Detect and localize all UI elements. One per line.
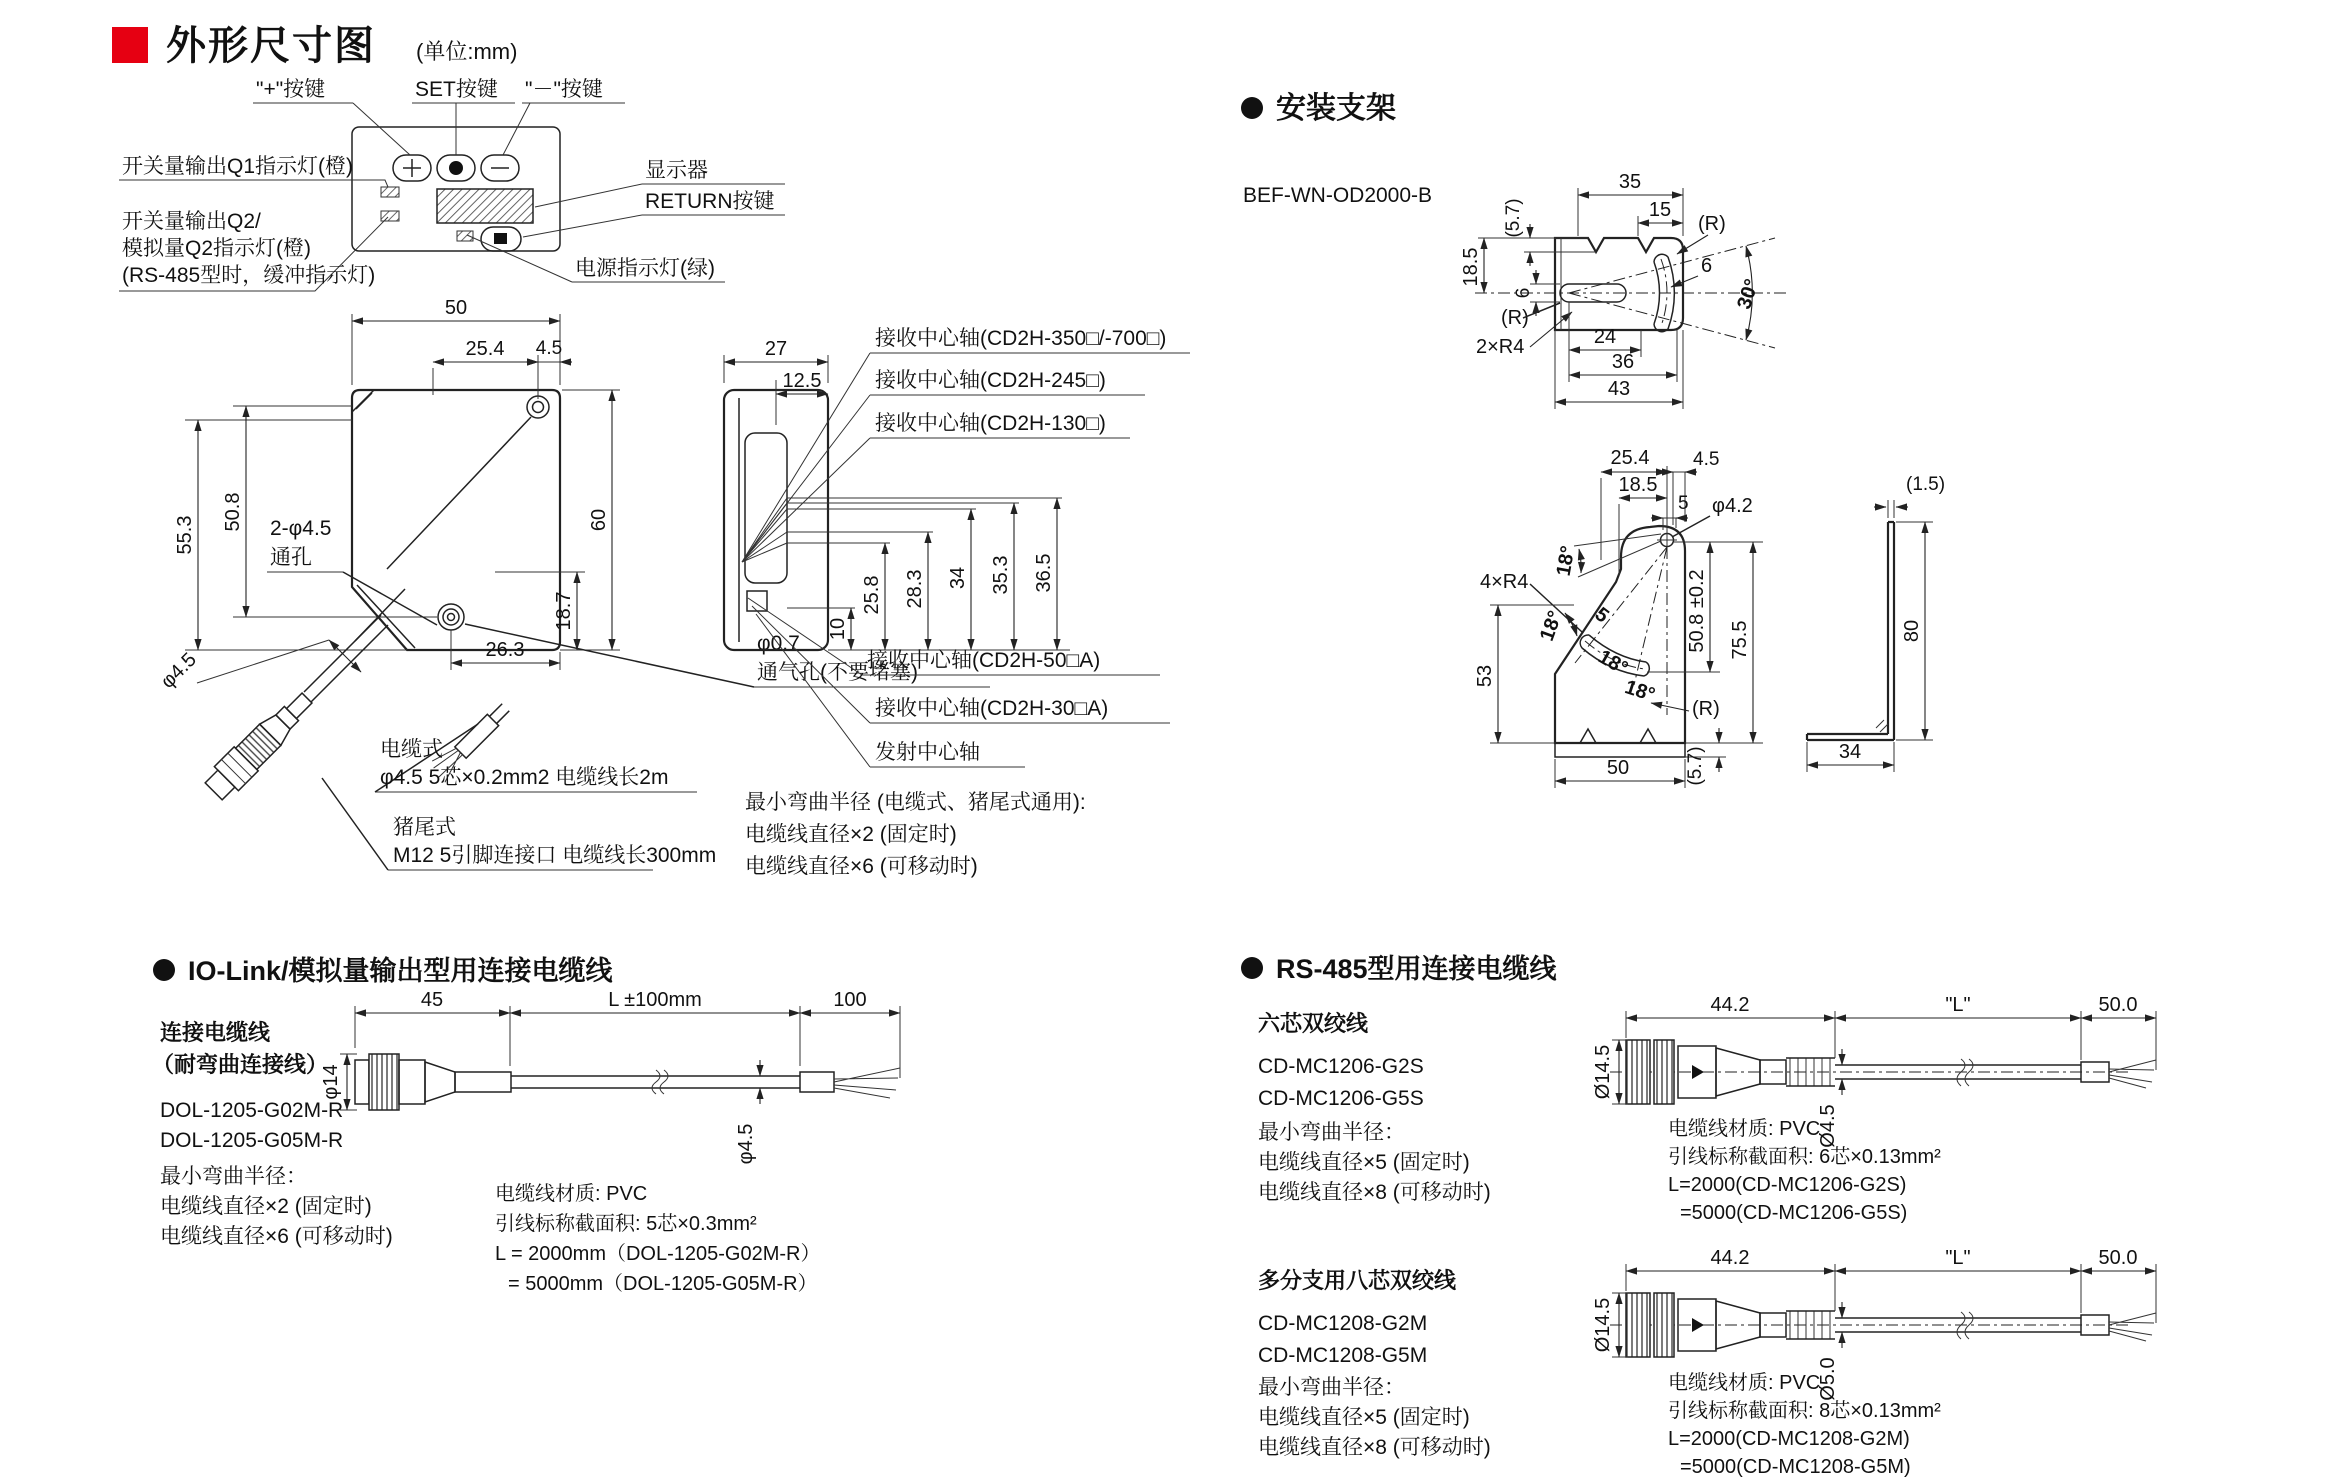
iolink-note-3: L = 2000mm（DOL-1205-G02M-R） [495, 1243, 821, 1265]
dim-b2-5: 5 [1678, 493, 1689, 514]
iolink-section-title: IO-Link/模拟量输出型用连接电缆线 [188, 956, 613, 986]
dim-25-8: 25.8 [861, 575, 883, 615]
axis-label-6: 发射中心轴 [875, 741, 980, 764]
iolink-model-2: DOL-1205-G05M-R [160, 1129, 344, 1152]
dim-b2-4xr4: 4×R4 [1480, 571, 1529, 593]
power-led-icon [457, 231, 473, 241]
dim-front-width: 50 [444, 297, 468, 319]
pigtail-type-label-1: 猪尾式 [393, 816, 456, 839]
display-label: 显示器 [645, 159, 708, 182]
sensor-front-view [352, 390, 560, 650]
connector-ring-icon [1626, 1293, 1650, 1357]
bracket-model: BEF-WN-OD2000-B [1243, 184, 1433, 207]
dim-4-5: 4.5 [535, 338, 563, 359]
dim-10: 10 [827, 617, 849, 641]
dim-b1-24: 24 [1593, 326, 1617, 348]
iolink-bend-1: 最小弯曲半径： [160, 1165, 307, 1188]
axis-label-2: 接收中心轴(CD2H-245□) [875, 369, 1106, 392]
vent-hole-label-1: φ0.7 [757, 632, 800, 655]
display-panel-icon [437, 189, 533, 223]
bullet-icon [1241, 957, 1263, 979]
rs485-g1-note-2: 引线标称截面积: 6芯×0.13mm² [1668, 1146, 1941, 1168]
rs485-section-title: RS-485型用连接电缆线 [1276, 954, 1557, 984]
rs485-g1-model-1: CD-MC1206-G2S [1258, 1055, 1424, 1078]
rs485-6core-block [1258, 994, 2156, 1224]
dim-g2-dia5-0: Ø5.0 [1817, 1357, 1839, 1401]
iolink-notes [495, 1182, 821, 1295]
sensor-face-callouts [119, 78, 785, 291]
rs485-g2-note-4: =5000(CD-MC1208-G5M) [1680, 1456, 1911, 1478]
iolink-model-1: DOL-1205-G02M-R [160, 1099, 344, 1122]
rs485-g2-note-1: 电缆线材质: PVC [1668, 1372, 1821, 1394]
dim-b2-75-5: 75.5 [1729, 620, 1751, 660]
bracket-top-view [1460, 171, 1790, 409]
bracket-front-view [1474, 447, 1763, 788]
dim-lp-34: 34 [1838, 741, 1862, 763]
dim-35-3: 35.3 [990, 555, 1012, 595]
unit-label: (单位:mm) [416, 39, 518, 64]
dim-60: 60 [588, 508, 610, 532]
dim-iolink-dia45: φ4.5 [735, 1123, 757, 1165]
dim-side-width: 27 [764, 338, 788, 360]
dim-b2-50: 50 [1606, 757, 1630, 779]
dim-iolink-L: L ±100mm [608, 989, 702, 1011]
dim-b2-18d: 18° [1622, 676, 1658, 707]
dim-g2-44-2: 44.2 [1710, 1247, 1750, 1269]
rs485-g1-bend-1: 最小弯曲半径： [1258, 1121, 1405, 1144]
dim-b1-6: 6 [1513, 287, 1534, 299]
rs485-g2-model-2: CD-MC1208-G5M [1258, 1344, 1428, 1367]
dim-g1-50: 50.0 [2098, 994, 2138, 1016]
dim-50-8: 50.8 [222, 492, 244, 532]
dim-iolink-dia14: φ14 [320, 1064, 342, 1100]
dim-b2-25-4: 25.4 [1610, 447, 1650, 469]
bend-note-line-1: 最小弯曲半径 (电缆式、猪尾式通用): [745, 791, 1086, 814]
dim-g2-L: "L" [1945, 1247, 1971, 1269]
dim-g2-dia14-5: Ø14.5 [1592, 1297, 1614, 1353]
axis-label-1: 接收中心轴(CD2H-350□/-700□) [875, 327, 1167, 350]
power-led-label: 电源指示灯(绿) [575, 257, 715, 280]
rs485-g2-note-3: L=2000(CD-MC1208-G2M) [1668, 1428, 1910, 1450]
bracket-side-profile [1807, 474, 1945, 772]
rs485-g2-note-2: 引线标称截面积: 8芯×0.13mm² [1668, 1400, 1941, 1422]
mounting-holes-label-2: 通孔 [270, 546, 312, 569]
axis-label-4: 接收中心轴(CD2H-50□A) [867, 649, 1101, 672]
dim-b2-hole: φ4.2 [1712, 495, 1753, 517]
rs485-8core-block [1258, 1247, 2156, 1478]
iolink-bend-2: 电缆线直径×2 (固定时) [160, 1195, 372, 1218]
rs485-g2-bend-2: 电缆线直径×5 (固定时) [1258, 1406, 1470, 1429]
iolink-cable-drawing [140, 930, 1040, 1482]
dim-b2-r: (R) [1692, 698, 1720, 720]
dim-b1-30deg: 30° [1733, 276, 1764, 312]
return-button-label: RETURN按键 [645, 190, 775, 213]
rs485-cable-drawing [1230, 930, 2335, 1482]
iolink-header [153, 955, 613, 986]
axis-label-5: 接收中心轴(CD2H-30□A) [875, 697, 1109, 720]
q1-led-label: 开关量输出Q1指示灯(橙) [122, 155, 353, 178]
dim-g1-dia14-5: Ø14.5 [1592, 1044, 1614, 1100]
dim-b2-4-5: 4.5 [1693, 449, 1720, 470]
page-title: 外形尺寸图 [166, 24, 376, 68]
dim-g1-L: "L" [1945, 994, 1971, 1016]
dim-b2-18b: 18° [1535, 607, 1567, 644]
dim-b1-15: 15 [1648, 199, 1672, 221]
dim-25-4: 25.4 [465, 338, 505, 360]
dim-18-7: 18.7 [553, 591, 575, 631]
iolink-note-2: 引线标称截面积: 5芯×0.3mm² [495, 1213, 757, 1235]
dim-b1-35: 35 [1618, 171, 1642, 193]
rs485-g1-model-2: CD-MC1206-G5S [1258, 1087, 1424, 1110]
iolink-sub-2: （耐弯曲连接线） [152, 1052, 329, 1077]
bend-radius-note [745, 791, 1086, 878]
sensor-cables [157, 615, 717, 870]
bracket-header [1241, 92, 1432, 207]
rs485-g1-bend-2: 电缆线直径×5 (固定时) [1258, 1151, 1470, 1174]
dim-b2-18-5: 18.5 [1618, 474, 1658, 496]
dim-b1-6b: 6 [1701, 255, 1713, 277]
dim-b2-slot5: 5 [1590, 603, 1613, 628]
mounting-holes-label-1: 2-φ4.5 [270, 517, 332, 540]
red-square-icon [112, 27, 148, 63]
plus-button-label: "+"按键 [256, 78, 326, 101]
dim-iolink-100: 100 [833, 989, 867, 1011]
pigtail-type-label-2: M12 5引脚连接口 电缆线长300mm [393, 844, 717, 867]
mounting-bracket-drawing [1230, 60, 2290, 850]
iolink-cable-diagram [320, 989, 900, 1164]
dim-b1-2xr4: 2×R4 [1476, 336, 1525, 358]
minus-button-label: "－"按键 [525, 78, 603, 101]
m12-connector-icon [236, 724, 281, 769]
dim-b2-5-7: (5.7) [1685, 746, 1706, 786]
connector-nut-icon [369, 1054, 399, 1110]
rs485-g1-note-3: L=2000(CD-MC1206-G2S) [1668, 1174, 1907, 1196]
set-button-label: SET按键 [415, 78, 498, 101]
dim-b1-5-7: (5.7) [1503, 198, 1524, 238]
bend-note-line-2: 电缆线直径×2 (固定时) [745, 823, 957, 846]
rs485-header [1241, 953, 1558, 984]
iolink-note-4: = 5000mm（DOL-1205-G05M-R） [508, 1273, 818, 1295]
sensor-dimension-drawing [85, 65, 1190, 895]
sensor-side-dimensions [724, 327, 1190, 767]
iolink-bend-3: 电缆线直径×6 (可移动时) [160, 1225, 393, 1248]
bullet-icon [1241, 97, 1263, 119]
rs485-g2-model-1: CD-MC1208-G2M [1258, 1312, 1428, 1335]
bracket-section-title: 安装支架 [1276, 92, 1396, 125]
dim-b1-r-top: (R) [1698, 213, 1726, 235]
dim-b1-18-5: 18.5 [1460, 247, 1482, 287]
dim-g1-44-2: 44.2 [1710, 994, 1750, 1016]
dim-36-5: 36.5 [1033, 553, 1055, 593]
dim-28-3: 28.3 [904, 569, 926, 609]
bend-note-line-3: 电缆线直径×6 (可移动时) [745, 855, 978, 878]
iolink-note-1: 电缆线材质: PVC [495, 1183, 648, 1205]
q2-led-label-3: (RS-485型时，缓冲指示灯) [122, 264, 376, 287]
dim-55-3: 55.3 [174, 515, 196, 555]
dim-b1-r-left: (R) [1501, 307, 1529, 329]
page-header [112, 14, 517, 71]
dim-lp-80: 80 [1901, 619, 1923, 643]
dim-12-5: 12.5 [782, 370, 822, 392]
dim-lp-1-5: (1.5) [1906, 474, 1946, 495]
rs485-g2-bend-1: 最小弯曲半径： [1258, 1376, 1405, 1399]
dim-iolink-45: 45 [420, 989, 444, 1011]
vent-hole-label-2: 通气孔(不要堵塞) [757, 661, 918, 684]
sensor-front-dimensions [174, 297, 990, 687]
rs485-g1-title: 六芯双绞线 [1258, 1011, 1369, 1036]
cable-diameter-label: φ4.5 [156, 648, 201, 693]
rs485-g2-title: 多分支用八芯双绞线 [1258, 1268, 1457, 1293]
rs485-g2-bend-3: 电缆线直径×8 (可移动时) [1258, 1436, 1491, 1459]
axis-label-3: 接收中心轴(CD2H-130□) [875, 412, 1106, 435]
cable-type-label-1: 电缆式 [380, 738, 443, 761]
q2-led-label-1: 开关量输出Q2/ [122, 210, 261, 233]
dim-b1-43: 43 [1607, 378, 1631, 400]
q1-led-icon [381, 187, 399, 197]
dim-b1-36: 36 [1611, 351, 1635, 373]
q2-led-label-2: 模拟量Q2指示灯(橙) [122, 237, 311, 260]
iolink-sub-1: 连接电缆线 [160, 1020, 271, 1045]
cable-type-label-2: φ4.5 5芯×0.2mm2 电缆线长2m [380, 766, 669, 789]
rs485-g1-bend-3: 电缆线直径×8 (可移动时) [1258, 1181, 1491, 1204]
dim-34: 34 [947, 566, 969, 590]
dim-b2-18c: 18° [1594, 645, 1632, 680]
rs485-g1-note-4: =5000(CD-MC1206-G5S) [1680, 1202, 1908, 1224]
dim-g2-50: 50.0 [2098, 1247, 2138, 1269]
dim-g1-dia4-5: Ø4.5 [1817, 1104, 1839, 1148]
bullet-icon [153, 959, 175, 981]
rs485-g1-note-1: 电缆线材质: PVC [1668, 1118, 1821, 1140]
dim-b2-53: 53 [1474, 664, 1496, 688]
dim-26-3: 26.3 [485, 639, 525, 661]
connector-ring-icon [1626, 1040, 1650, 1104]
dim-b2-18a: 18° [1552, 544, 1580, 578]
q2-led-icon [381, 211, 399, 221]
dim-b2-50-8: 50.8 ±0.2 [1686, 569, 1708, 653]
